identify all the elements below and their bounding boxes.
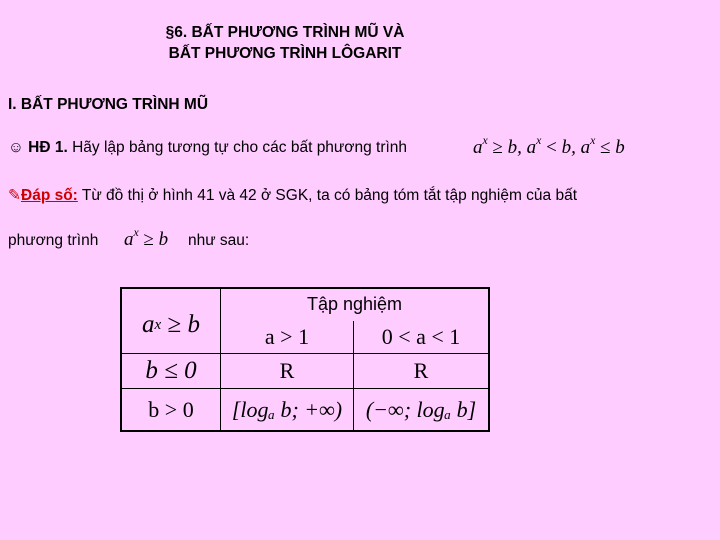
answer-line-2-math: $a^x \ge b$ — [124, 226, 169, 250]
table-col-a-gt-1: a > 1 — [264, 324, 310, 349]
activity-line — [8, 139, 407, 157]
activity-text: Hãy lập bảng tương tự cho các bất phương trình — [72, 139, 408, 156]
inequality-1: $a^x \ge b$, — [473, 134, 522, 158]
table-row-b-le-0: b ≤ 0 — [145, 357, 197, 384]
section-heading: I. BẤT PHƯƠNG TRÌNH MŨ — [8, 96, 209, 113]
table-col-a-between: 0 < a < 1 — [381, 324, 461, 349]
answer-line-2-start: phương trình — [8, 232, 99, 249]
title-line-1: §6. BẤT PHƯƠNG TRÌNH MŨ VÀ — [165, 24, 405, 41]
table-corner: a x ≥ b — [142, 311, 200, 338]
table-border-right — [488, 287, 490, 432]
table-r2-c2: (−∞; logₐ b] — [365, 396, 477, 422]
table-r1-c1: R — [279, 358, 295, 383]
answer-line-2-end: như sau: — [188, 232, 250, 249]
answer-line — [8, 186, 577, 205]
title-line-2: BẤT PHƯƠNG TRÌNH LÔGARIT — [168, 45, 402, 62]
answer-text: Từ đồ thị ở hình 41 và 42 ở SGK, ta có bảng tóm tắt tập nghiệm của bất — [81, 187, 578, 204]
activity-label: HĐ 1. — [28, 139, 68, 156]
table-r1-c2: R — [413, 358, 429, 383]
table-border-bottom — [120, 430, 490, 432]
solution-table — [120, 287, 490, 432]
inequality-2: $a^x < b$, — [526, 134, 576, 158]
table-row-b-gt-0: b > 0 — [148, 396, 194, 422]
table-r2-c1: [logₐ b; +∞) — [231, 396, 343, 422]
inequality-3: $a^x \le b$ — [580, 134, 625, 158]
smiley-icon: ☺ — [8, 139, 24, 156]
page-title — [0, 22, 570, 64]
activity-inequalities — [473, 134, 625, 159]
table-header: Tập nghiệm — [306, 293, 403, 314]
answer-label: Đáp số: — [21, 187, 78, 204]
pencil-icon: ✎ — [8, 187, 21, 204]
